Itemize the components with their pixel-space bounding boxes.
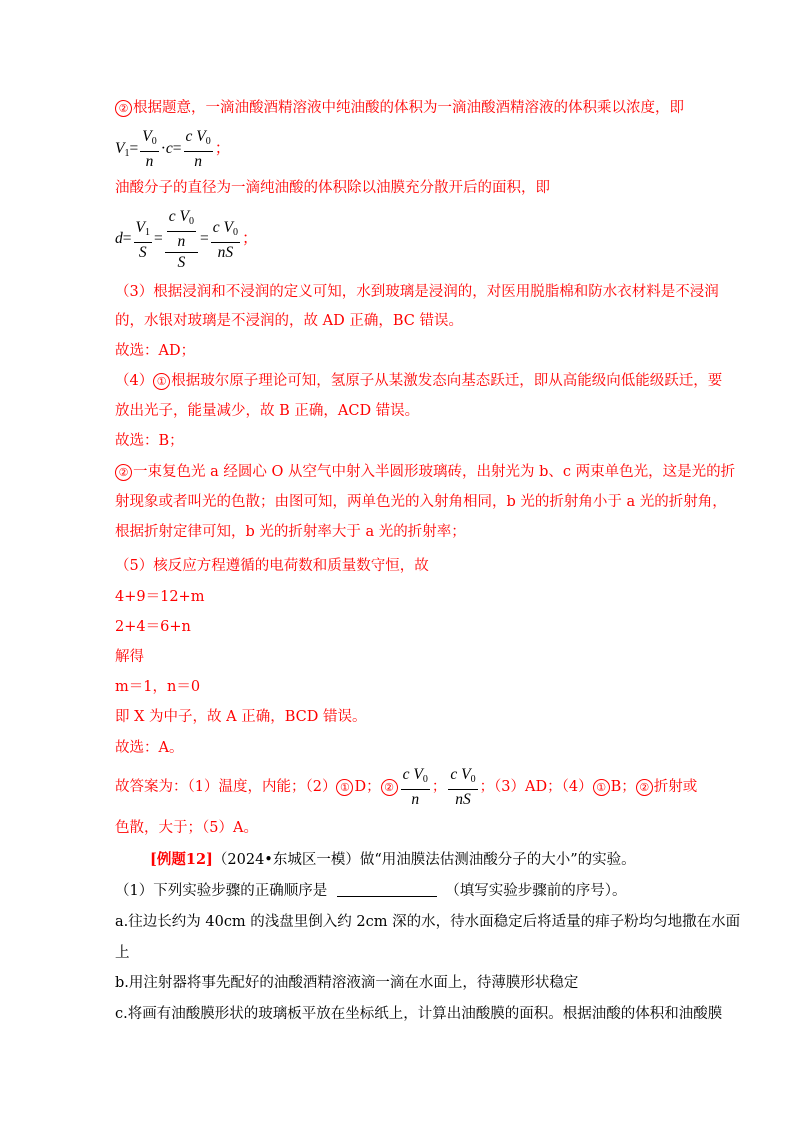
- eq-sign: =: [199, 230, 209, 248]
- step-a-line-1: a.往边长约为 40cm 的浅盘里倒入约 2cm 深的水，待水面稳定后将适量的痱子粉均匀地撒在水面: [115, 914, 741, 930]
- num-var: V: [179, 208, 189, 225]
- num-c: c: [185, 128, 193, 146]
- answer-blank[interactable]: [337, 882, 437, 897]
- eq-sign: =: [122, 230, 132, 248]
- num-c: c: [168, 208, 176, 225]
- step-b: b.用注射器将事先配好的油酸酒精溶液滴一滴在水面上，待薄膜形状稳定: [115, 975, 579, 991]
- eq-sign: =: [172, 140, 182, 157]
- q5-eq-b: 2+4＝6+n: [115, 619, 191, 635]
- outer-den: S: [177, 254, 186, 271]
- q3-line-2: 的，水银对玻璃是不浸润的，故 AD 正确，BC 错误。: [115, 313, 463, 329]
- circled-number: ②: [115, 100, 132, 117]
- fraction-cv0-over-ns: [211, 219, 240, 261]
- den: nS: [217, 243, 234, 261]
- q5-eq-a: 4+9＝12+m: [115, 589, 205, 605]
- num-c: c: [402, 766, 410, 783]
- num-sub: 0: [205, 136, 211, 148]
- answer-part: D；: [354, 779, 381, 795]
- sub-1: 1: [124, 148, 130, 159]
- q4-line-3: [115, 462, 736, 482]
- num-c: c: [212, 218, 220, 236]
- den: S: [138, 243, 147, 261]
- circled-number: ①: [336, 779, 353, 796]
- example-12-q1: [115, 881, 715, 901]
- den: nS: [455, 791, 471, 808]
- den: n: [145, 153, 154, 171]
- num-var: V: [461, 766, 471, 783]
- q4-choice: 故选：B；: [115, 433, 184, 449]
- q4-line-4: 射现象或者叫光的色散；由图可知，两单色光的入射角相同，b 光的折射角小于 a 光的折射角，: [115, 494, 727, 510]
- step-c: c.将画有油酸膜形状的玻璃板平放在坐标纸上，计算出油酸膜的面积。根据油酸的体积和油酸膜: [115, 1006, 723, 1022]
- num-sub: 1: [144, 226, 150, 238]
- step-a-line-2: 上: [115, 945, 130, 961]
- dot: ·: [160, 140, 166, 157]
- num-var: V: [142, 128, 152, 146]
- circled-number: ②: [381, 779, 398, 796]
- answer-line-2: 色散，大于；（5）A。: [115, 820, 258, 836]
- answer-fraction-2: [448, 766, 477, 808]
- answer-line-1: [115, 765, 715, 809]
- num-var: V: [413, 766, 423, 783]
- q4-prefix: （4）: [115, 373, 154, 389]
- example-12-heading: [150, 850, 750, 870]
- inner-fraction: [167, 208, 196, 250]
- answer-part: 折射或: [653, 779, 698, 795]
- example-intro: （2024•东城区一模）做“用油膜法估测油酸分子的大小”的实验。: [212, 852, 636, 868]
- num-var: V: [135, 218, 145, 236]
- num-sub: 0: [422, 774, 428, 785]
- para-3: 油酸分子的直径为一滴纯油酸的体积除以油膜充分散开后的面积，即: [115, 180, 550, 196]
- q5-solve: 解得: [115, 649, 144, 665]
- equation-d: [115, 208, 715, 270]
- para-2: [115, 98, 715, 118]
- den: n: [177, 233, 186, 250]
- num-var: V: [196, 128, 206, 146]
- compound-fraction: [165, 208, 198, 271]
- var-d: d: [115, 230, 123, 248]
- q4-line-1: [115, 371, 723, 391]
- den: n: [411, 791, 420, 808]
- q4-line-5: 根据折射定律可知，b 光的折射率大于 a 光的折射率；: [115, 524, 466, 540]
- q4-text: 根据玻尔原子理论可知，氢原子从某激发态向基态跃迁，即从高能级向低能级跃迁，要: [171, 373, 723, 389]
- q1-text: （1）下列实验步骤的正确顺序是: [115, 883, 328, 899]
- eq-sign: =: [129, 140, 139, 157]
- q5-choice: 故选：A。: [115, 740, 184, 756]
- q5-result: m＝1，n＝0: [115, 679, 201, 695]
- fraction-cv0-over-n: [184, 128, 213, 170]
- q4-line-2: 放出光子，能量减少，故 B 正确，ACD 错误。: [115, 403, 420, 419]
- var-v: V: [115, 140, 125, 157]
- example-tag: [例题12]: [150, 851, 213, 868]
- fraction-v1-over-s: [134, 219, 152, 261]
- var-c: c: [165, 140, 173, 157]
- num-sub: 0: [151, 136, 157, 148]
- num-var: V: [223, 218, 233, 236]
- answer-fraction-1: [401, 766, 430, 808]
- circled-number: ①: [593, 779, 610, 796]
- num-sub: 0: [232, 226, 238, 238]
- answer-part: B；: [610, 779, 636, 795]
- separator: ；: [431, 779, 447, 795]
- semicolon: ；: [214, 140, 231, 157]
- q5-conclusion: 即 X 为中子，故 A 正确，BCD 错误。: [115, 709, 367, 725]
- den: n: [194, 153, 202, 171]
- semicolon: ；: [241, 230, 258, 248]
- circled-number: ②: [115, 464, 132, 481]
- eq-sign: =: [153, 230, 163, 248]
- para-2-text: 根据题意，一滴油酸酒精溶液中纯油酸的体积为一滴油酸酒精溶液的体积乘以浓度，即: [133, 100, 684, 116]
- num-sub: 0: [188, 216, 194, 227]
- q3-choice: 故选：AD；: [115, 343, 196, 359]
- answer-prefix: 故答案为：（1）温度，内能；（2）: [115, 779, 337, 795]
- circled-number: ②: [636, 779, 653, 796]
- fraction-v0-over-n: [140, 128, 158, 170]
- q3-line-1: （3）根据浸润和不浸润的定义可知，水到玻璃是浸润的，对医用脱脂棉和防水衣材料是不浸润: [115, 284, 719, 300]
- q1-text-after: （填写实验步骤前的序号）。: [445, 883, 627, 899]
- num-sub: 0: [470, 774, 476, 785]
- circled-number: ①: [153, 373, 170, 390]
- q5-line-1: （5）核反应方程遵循的电荷数和质量数守恒，故: [115, 558, 429, 574]
- q4-text: 一束复色光 a 经圆心 O 从空气中射入半圆形玻璃砖，出射光为 b、c 两束单色光，这是光的折: [133, 464, 736, 480]
- answer-part: ；（3）AD；（4）: [479, 779, 593, 795]
- num-c: c: [450, 766, 458, 783]
- equation-v1: [115, 127, 715, 171]
